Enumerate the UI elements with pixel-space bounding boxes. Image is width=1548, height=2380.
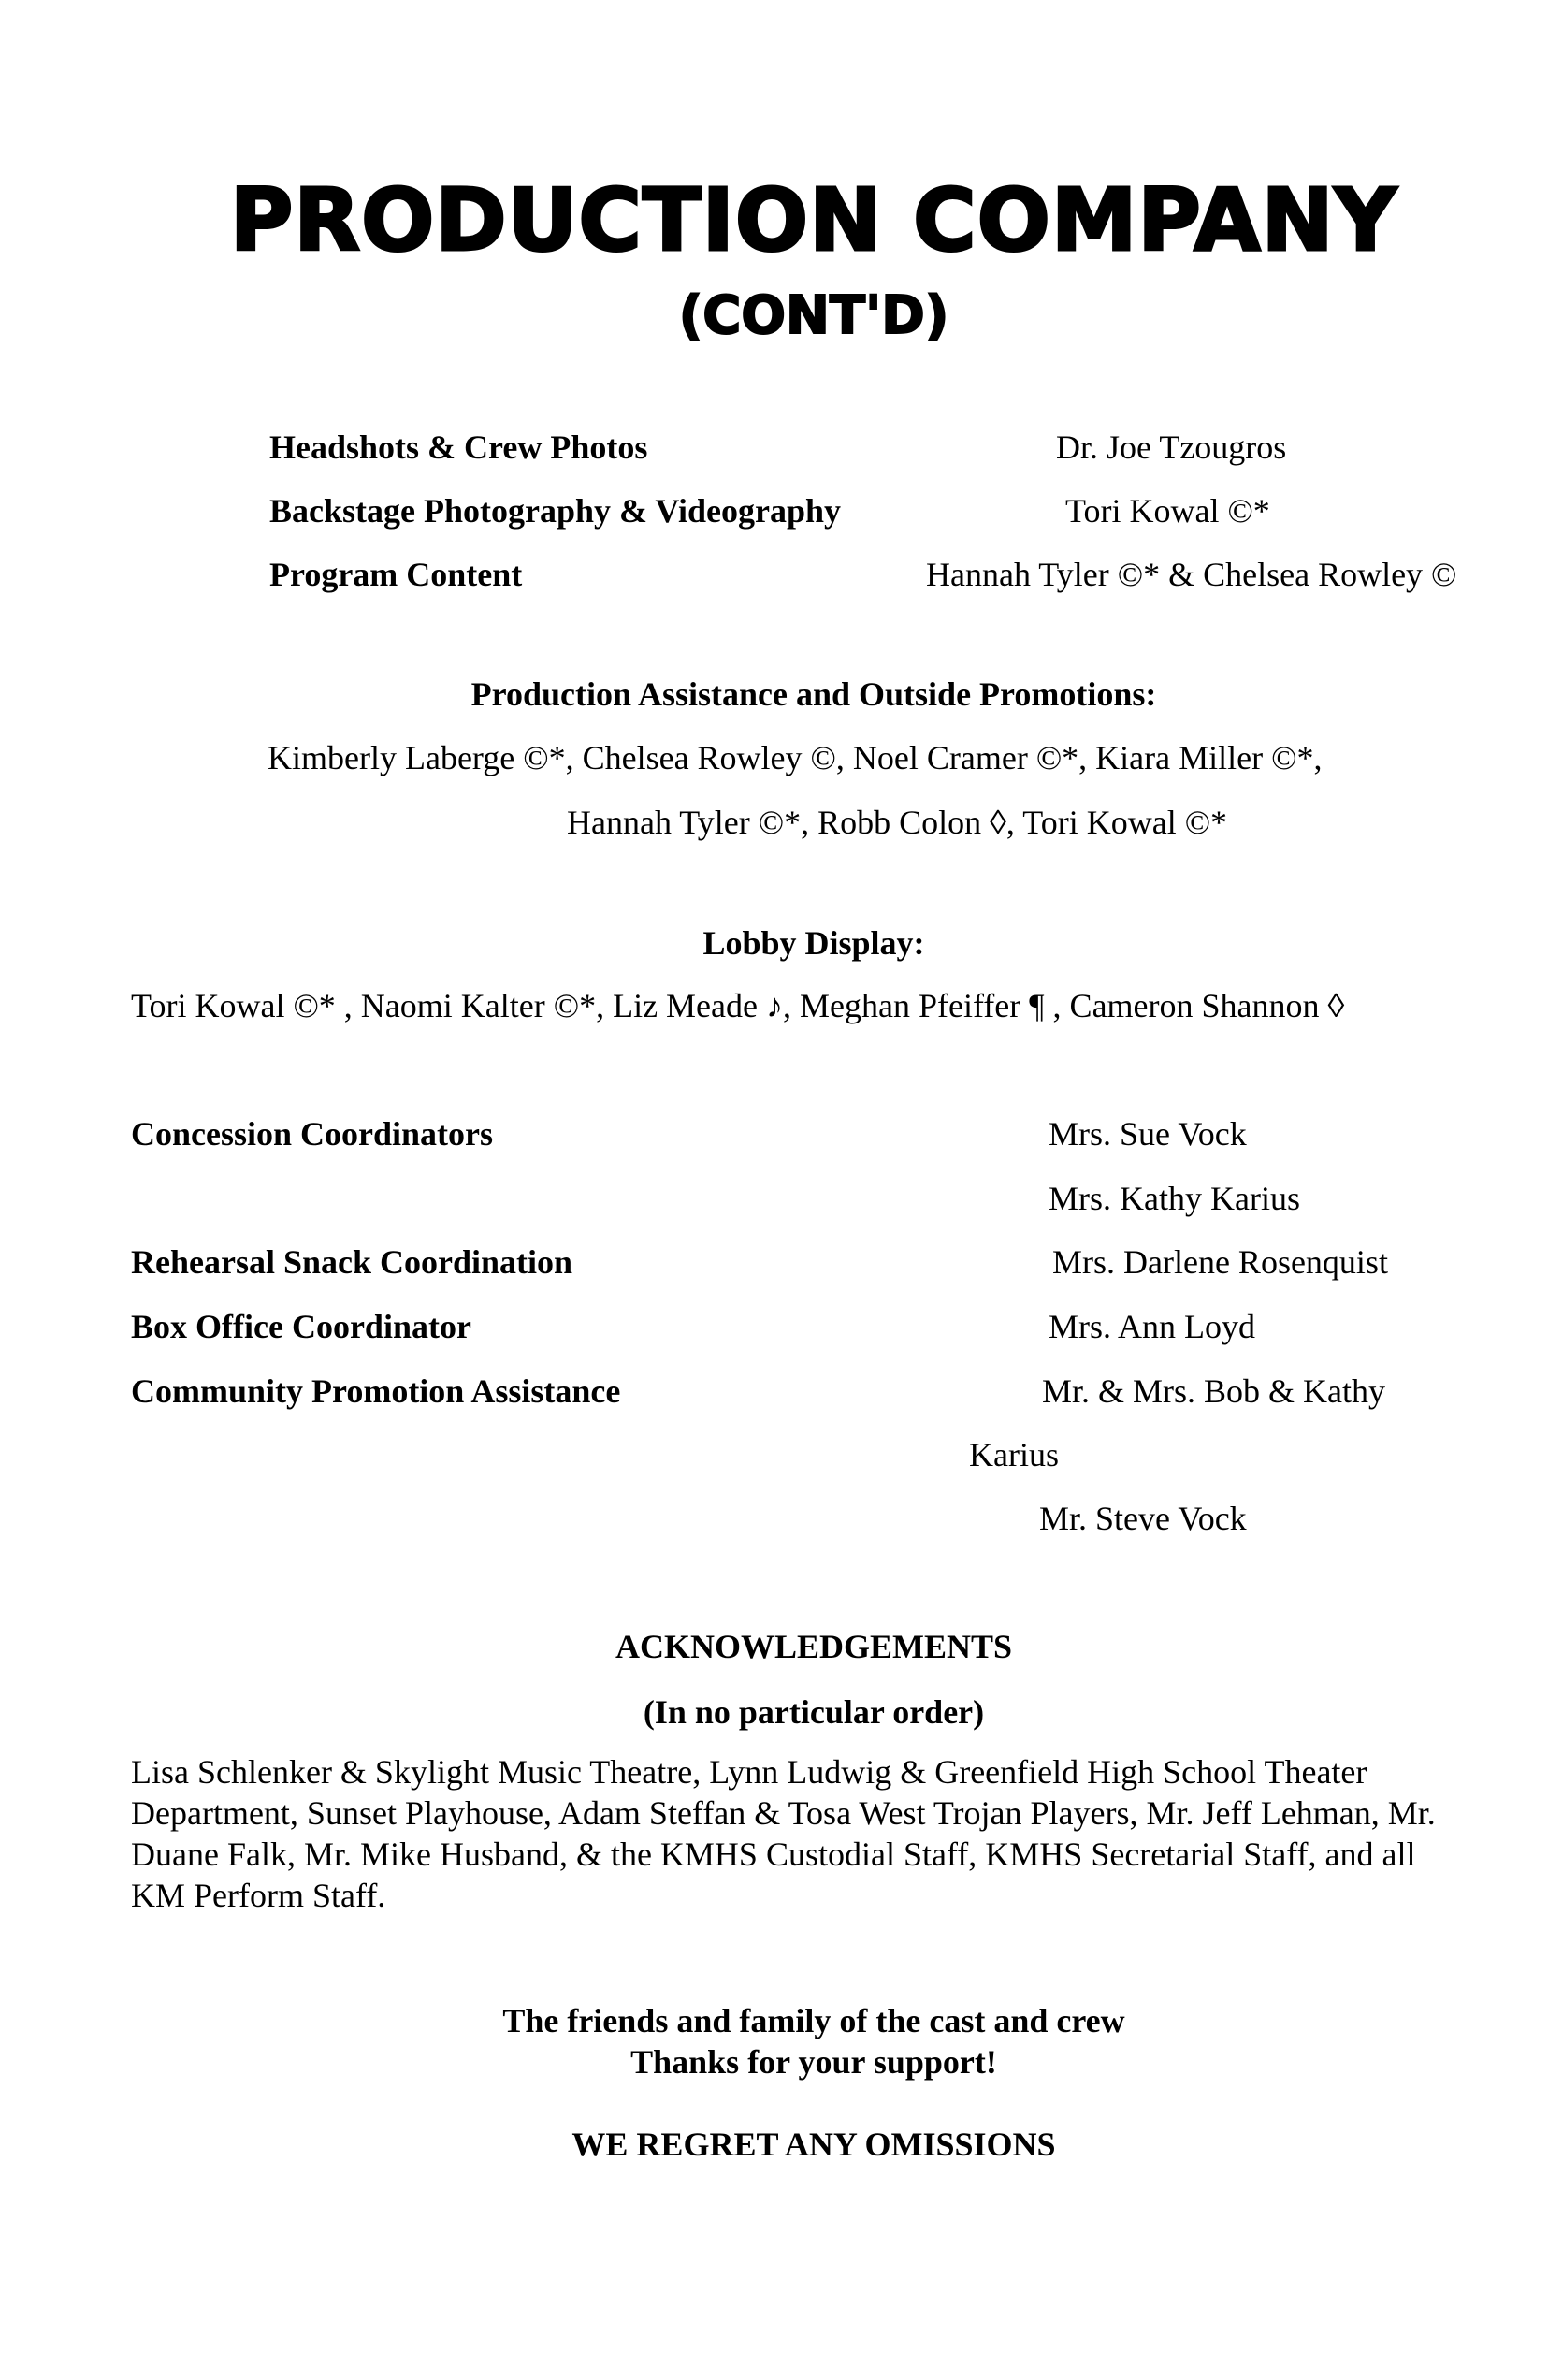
- closing-line1: The friends and family of the cast and crew: [502, 2002, 1125, 2039]
- credit-role: Backstage Photography & Videography: [269, 492, 842, 530]
- community-label: Community Promotion Assistance: [131, 1372, 621, 1410]
- lobby-display-heading: Lobby Display:: [702, 924, 925, 962]
- concession-name: Mrs. Kathy Karius: [1049, 1180, 1300, 1217]
- community-name: Mr. Steve Vock: [1039, 1500, 1247, 1537]
- lobby-display-names: Tori Kowal ©* , Naomi Kalter ©*, Liz Meade ♪, Meghan Pfeiffer ¶ , Cameron Shannon ◊: [131, 987, 1345, 1024]
- production-assistance-names-line2: Hannah Tyler ©*, Robb Colon ◊, Tori Kowal ©*: [567, 804, 1228, 841]
- concession-name: Mrs. Sue Vock: [1049, 1115, 1247, 1153]
- closing-line2: Thanks for your support!: [630, 2043, 997, 2081]
- acknowledgements-subheading: (In no particular order): [643, 1693, 985, 1731]
- community-name: Mr. & Mrs. Bob & Kathy: [1042, 1372, 1386, 1410]
- box-office-name: Mrs. Ann Loyd: [1049, 1308, 1256, 1345]
- credit-role: Headshots & Crew Photos: [269, 428, 648, 466]
- omissions-notice: WE REGRET ANY OMISSIONS: [571, 2126, 1056, 2163]
- credit-name: Dr. Joe Tzougros: [1056, 428, 1287, 466]
- credit-name: Hannah Tyler ©* & Chelsea Rowley ©: [926, 556, 1457, 593]
- community-name-wrap: Karius: [969, 1436, 1059, 1473]
- page-subtitle: (CONT'D): [678, 285, 949, 346]
- credit-role: Program Content: [269, 556, 523, 593]
- snack-name: Mrs. Darlene Rosenquist: [1052, 1243, 1388, 1281]
- acknowledgements-body: Lisa Schlenker & Skylight Music Theatre, Lynn Ludwig & Greenfield High School Theater Department, Sunset Playhouse, Adam Steffan & Tosa West Trojan Players, Mr. Jeff Lehman, Mr. Duane Falk, Mr. Mike Husband, & the KMHS Custodial Staff, KMHS Secretarial Staff, and all KM Perform Staff.: [131, 1753, 1436, 1914]
- production-assistance-heading: Production Assistance and Outside Promotions:: [470, 675, 1157, 713]
- page-title: PRODUCTION COMPANY: [229, 170, 1398, 270]
- box-office-label: Box Office Coordinator: [131, 1308, 471, 1345]
- production-assistance-names-line1: Kimberly Laberge ©*, Chelsea Rowley ©, Noel Cramer ©*, Kiara Miller ©*,: [268, 739, 1323, 776]
- credit-name: Tori Kowal ©*: [1065, 492, 1270, 530]
- acknowledgements-heading: ACKNOWLEDGEMENTS: [615, 1628, 1013, 1665]
- snack-label: Rehearsal Snack Coordination: [131, 1243, 573, 1281]
- concession-label: Concession Coordinators: [131, 1115, 494, 1153]
